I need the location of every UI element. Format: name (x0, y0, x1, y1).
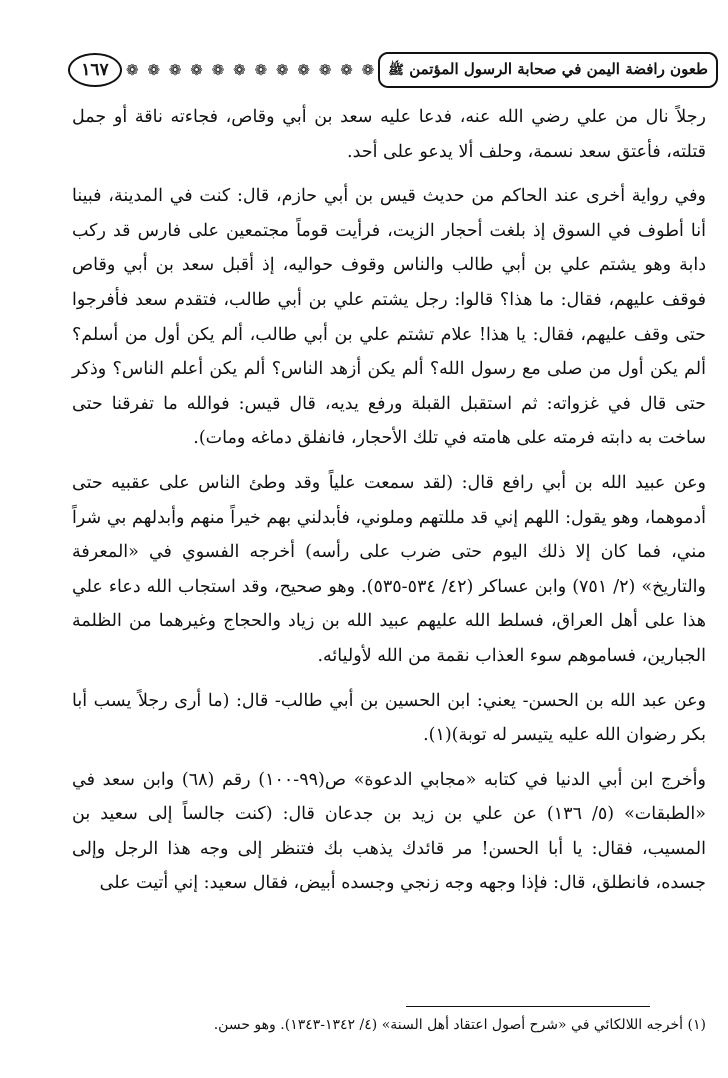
ornament-icon: ❁ (297, 61, 310, 79)
ornament-icon: ❁ (318, 61, 332, 79)
text-line: جسده، فانطلق، قال: فإذا وجهه وجه زنجي وجسده أبيض، فقال سعيد: إني أتيت على (99, 873, 706, 894)
running-title-text: طعون رافضة اليمن في صحابة الرسول المؤتمن (409, 60, 708, 78)
text-line: والتاريخ» (٢/ ٧٥١) وابن عساكر (٤٢/ ٥٣٤-٥٣٥). وهو صحيح، وقد استجاب الله (146, 576, 706, 597)
text-line: الناس؟ وذكر حتى قال في غزواته: ثم استقبل القبلة ورفع يديه، قال قيس: فوالله ما (72, 359, 706, 414)
page-number: ١٦٧ (68, 53, 122, 87)
text-line: من الظلمة الجبارين، فساموهم سوء العذاب نقمة من الله لأوليائه. (72, 611, 706, 666)
running-title (378, 52, 718, 88)
page-header (68, 50, 718, 90)
paragraph (72, 100, 706, 169)
ornament-band (126, 58, 374, 82)
text-line: وأخرج ابن أبي الدنيا في كتابه «مجابي الدعوة» ص(٩٩-١٠٠) رقم (٦٨) وابن (142, 769, 706, 790)
paragraph (72, 684, 706, 753)
body-text (72, 100, 706, 901)
ornament-icon: ❁ (233, 61, 246, 79)
text-line: من أسلم؟ ألم يكن أول من صلى مع رسول الله؟ ألم يكن أزهد الناس؟ ألم يكن أعلم (72, 324, 706, 380)
text-line: يسب أبا بكر رضوان الله عليه يتيسر له توبة)(١). (72, 690, 706, 746)
paragraph (72, 179, 706, 456)
text-line: وفي رواية أخرى عند الحاكم من حديث قيس بن أبي حازم، قال: كنت في المدينة، (108, 186, 706, 207)
ornament-icon: ❁ (211, 61, 225, 79)
text-line: دعاء علي هذا على أهل العراق، فسلط الله عليهم عبيد الله بن زياد والحجاج وغيرهما (72, 576, 706, 632)
ornament-icon: ❁ (190, 61, 203, 79)
footnote: (١) أخرجه اللالكائي في «شرح أصول اعتقاد أهل السنة» (٤/ ١٣٤٢-١٣٤٣). وهو حسن. (213, 1017, 706, 1033)
ornament-icon: ❁ (340, 61, 353, 79)
footnote-divider (406, 1006, 650, 1007)
paragraph (72, 763, 706, 901)
salutation-glyph: ﷺ (388, 63, 404, 78)
text-line: قتلته، فأعتق سعد نسمة، وحلف ألا يدعو على أحد. (347, 141, 706, 162)
text-line: وقاص فوقف عليهم، فقال: ما هذا؟ قالوا: رجل يشتم علي بن أبي طالب، فتقدم سعد (72, 255, 706, 310)
text-line: وعن عبد الله بن الحسن- يعني: ابن الحسين بن أبي طالب- قال: (ما أرى رجلاً (137, 690, 706, 711)
paragraph (72, 466, 706, 674)
ornament-icon: ❁ (275, 61, 289, 79)
text-line: بي شراً مني، فما كان إلا ذلك اليوم حتى ضرب على رأسه) أخرجه الفسوي في «المعرفة (72, 507, 706, 563)
text-line: حتى أدموهما، وهو يقول: اللهم إني قد مللتهم وملوني، فأبدلني بهم خيراً منهم وأبدلهم (72, 472, 706, 528)
text-line: تفرقنا حتى ساخت به دابته فرمته على هامته في تلك الأحجار، فانفلق دماغه ومات). (72, 393, 706, 449)
ornament-icon: ❁ (126, 61, 139, 79)
ornament-icon: ❁ (147, 61, 161, 79)
ornament-icon: ❁ (168, 61, 182, 79)
ornament-icon: ❁ (254, 61, 268, 79)
text-line: رجلاً نال من علي رضي الله عنه، فدعا عليه سعد بن أبي وقاص، فجاءته ناقة أو جمل (72, 107, 706, 127)
text-line: ركب دابة وهو يشتم علي بن أبي طالب والناس وقوف حواليه، إذ أقبل سعد بن أبي (72, 220, 706, 276)
text-line: فأفرجوا حتى وقف عليهم، فقال: يا هذا! علام تشتم علي بن أبي طالب، ألم يكن أول (72, 289, 706, 345)
text-line: سعد في «الطبقات» (٥/ ١٣٦) عن علي بن زيد بن جدعان قال: (كنت جالساً إلى سعيد (72, 769, 706, 825)
text-line: بن المسيب، فقال: يا أبا الحسن! مر قائدك يذهب بك فتنظر إلى وجه هذا الرجل وإلى (72, 804, 706, 859)
text-line: فبينا أنا أطوف في السوق إذ بلغت أحجار الزيت، فرأيت قوماً مجتمعين على فارس قد (72, 186, 706, 241)
ornament-icon: ❁ (361, 61, 375, 79)
text-line: وعن عبيد الله بن أبي رافع قال: (لقد سمعت علياً وقد وطئ الناس على عقبيه (111, 472, 706, 493)
